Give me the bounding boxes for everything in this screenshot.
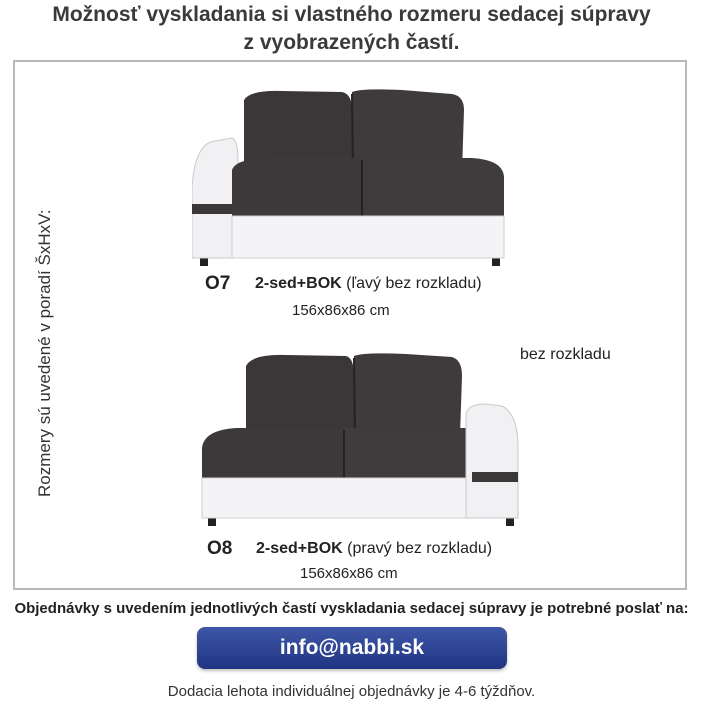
sofa-o8-image — [196, 348, 520, 528]
dimensions-order-label: Rozmery sú uvedené v poradí ŠxHxV: — [35, 209, 54, 497]
product-code-o8: O8 — [207, 538, 233, 559]
delivery-time: Dodacia lehota individuálnej objednávky je 4-6 týždňov. — [167, 683, 536, 700]
product-variant-o7: (ľavý bez rozkladu) — [346, 275, 482, 292]
sofa-o7-image — [192, 80, 512, 268]
page-title: Možnosť vyskladania si vlastného rozmeru sedacej súpravy — [52, 3, 651, 26]
product-variant-o8: (pravý bez rozkladu) — [347, 540, 493, 557]
email-button[interactable]: info@nabbi.sk — [197, 627, 507, 669]
order-instructions: Objednávky s uvedením jednotlivých častí vyskladania sedacej súpravy je potrebné poslať na: — [14, 600, 689, 617]
product-desc-o8 — [256, 540, 492, 558]
product-dimensions-o7: 156x86x86 cm — [292, 302, 390, 319]
side-note: bez rozkladu — [520, 346, 611, 363]
product-desc-o7 — [255, 275, 482, 293]
product-name-o8: 2-sed+BOK — [256, 540, 343, 557]
product-name-o7: 2-sed+BOK — [255, 275, 342, 292]
product-code-o7: O7 — [205, 273, 231, 294]
page-subtitle: z vyobrazených častí. — [243, 31, 460, 54]
product-dimensions-o8: 156x86x86 cm — [300, 565, 398, 582]
